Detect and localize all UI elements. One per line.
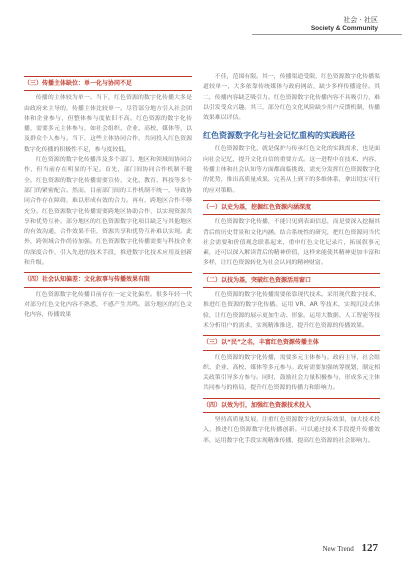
header-rule bbox=[252, 34, 402, 35]
section-heading: （四）社会认知偏差：文化叙事与传播效果有限 bbox=[24, 272, 192, 287]
paragraph: 红色资源的数字化传播涉及多个部门、地区和领域间协同合作，但当前存在明显的不足。首先，部门间协同合作机制不健全。红色资源的数字化传播需要宣传、文化、教育、科技等多个部门的紧密配合。然而，目前部门间的工作机制不统一，导致协同合作存在障碍，难以形成有效的合力。再有，跨地区合作不够充分。红色资源数字化传播需要跨地区协助合作，以实现资源共享和优势互补。部分地区的红色资源数字化项目缺乏与其他地区的有效沟通，合作效果不佳，资源共享和优势互补难以实现。此外，跨领域合作尚待加强。红色资源数字化传播需要与科技企业的深度合作，引入先进的技术手段，推进数字化技术应用及创新和升级。 bbox=[24, 157, 192, 267]
subheading: （一）以史为基，挖掘红色资源内涵深度 bbox=[203, 200, 380, 215]
paragraph: 传播的主体较为单一。当下，红色资源的数字化传播大多是由政府来主导的，传播主体比较单一。尽管部分地方引入社会团体和企业参与，但整体参与度依旧不高。红色资源的数字化传播，需要多元主体参与，如社会组织、企业、高校、媒体等，以及群众个人参与。当下，这些主体协同合作，共同投入红色资源数字化传播的积极性不足，参与度较低。 bbox=[24, 95, 192, 153]
paragraph: 红色资源数字化传播目前存在一定文化偏差。很多年轻一代对部分红色文化内容不熟悉，不感产生共鸣。部分地区的红色文化内容，传播效果 bbox=[24, 291, 192, 319]
page-footer bbox=[322, 542, 378, 554]
magazine-name: New Trend bbox=[322, 545, 354, 553]
left-column bbox=[24, 72, 192, 321]
subheading: （三）以“民”之名，丰富红色资源传播主体 bbox=[203, 335, 380, 350]
right-column bbox=[203, 72, 380, 446]
subheading: （四）以效为引，加强红色资源技术投入 bbox=[203, 398, 380, 413]
page-header bbox=[311, 16, 378, 33]
paragraph: 红色资源数字化，就是保护与传承红色文化的实践需求，也是面向社会记忆，提升文化自信的重要方式。这一进程中在技术、内容、传播主体和社会认知等方面都面临挑战，需充分发挥红色资源数字化的优势，推出高质量成果，完善从上到下的多维体系，拿出切实可行的应对策略。 bbox=[203, 146, 380, 194]
section-label: 社会 · 社区 bbox=[343, 16, 378, 24]
paragraph: 红色资源的数字化传播，需要多元主体参与。政府主导，社会组织、企业、高校、媒体等多元参与。政府需要加强统筹规划，制定相关政策引导多方参与。同时，鼓励社会力量积极参与，形成多元主体共同参与的格局，提升红色资源的传播力和影响力。 bbox=[203, 354, 380, 392]
article-section-title: 红色资源数字化与社会记忆重构的实践路径 bbox=[203, 131, 355, 141]
page-number: 127 bbox=[361, 542, 378, 554]
subheading: （二）以技为基，突破红色资源活用窗口 bbox=[203, 273, 380, 288]
section-heading: （三）传播主体缺位：单一化与协同不足 bbox=[24, 76, 192, 91]
section-label-en: Society & Community bbox=[310, 24, 378, 32]
paragraph: 坚持高质量发展，注重红色资源数字化的实际效果，加大技术投入，推进红色资源数字化传播创新。可以通过技术手段提升传播效率，运用数字化手段实现精准传播，提高红色资源的社会影响力。 bbox=[203, 417, 380, 444]
paragraph: 红色资源的数字化传播需要依靠现代技术。采用现代数字技术，推进红色资源的数字化传播。运用 VR、AR 等技术，实现沉浸式体验，让红色资源的展示更加生动、形象。运用大数据、人工智能等技术分析用户的需求，实现精准推送，提升红色资源的传播效果。 bbox=[203, 292, 380, 329]
paragraph: 红色资源数字化传播，不能只见到表面信息，而是要深入挖掘其背后的历史背景和文化内涵。结合系统性的研究，把红色资源同当代社会需要和价值观念联系起来，重申红色文化记录片，拓展叙事元素，还可以深入解读背后的精神价值，这样来能使其精神更加丰富和多样，让红色资源转化为社会认同的精神财富。 bbox=[203, 219, 380, 267]
paragraph: 不佳，范围有限。其一，传播渠道受限，红色资源数字化传播渠道较单一，大多依靠传统媒体与政府网站，缺少多样传播途径。其二，传播内容缺乏吸引力。红色资源数字化传播内容不具吸引力，难以引发受众兴趣。其三，部分红色文化风险缺少用户反馈机制，传播效果难以评估。 bbox=[203, 74, 380, 122]
